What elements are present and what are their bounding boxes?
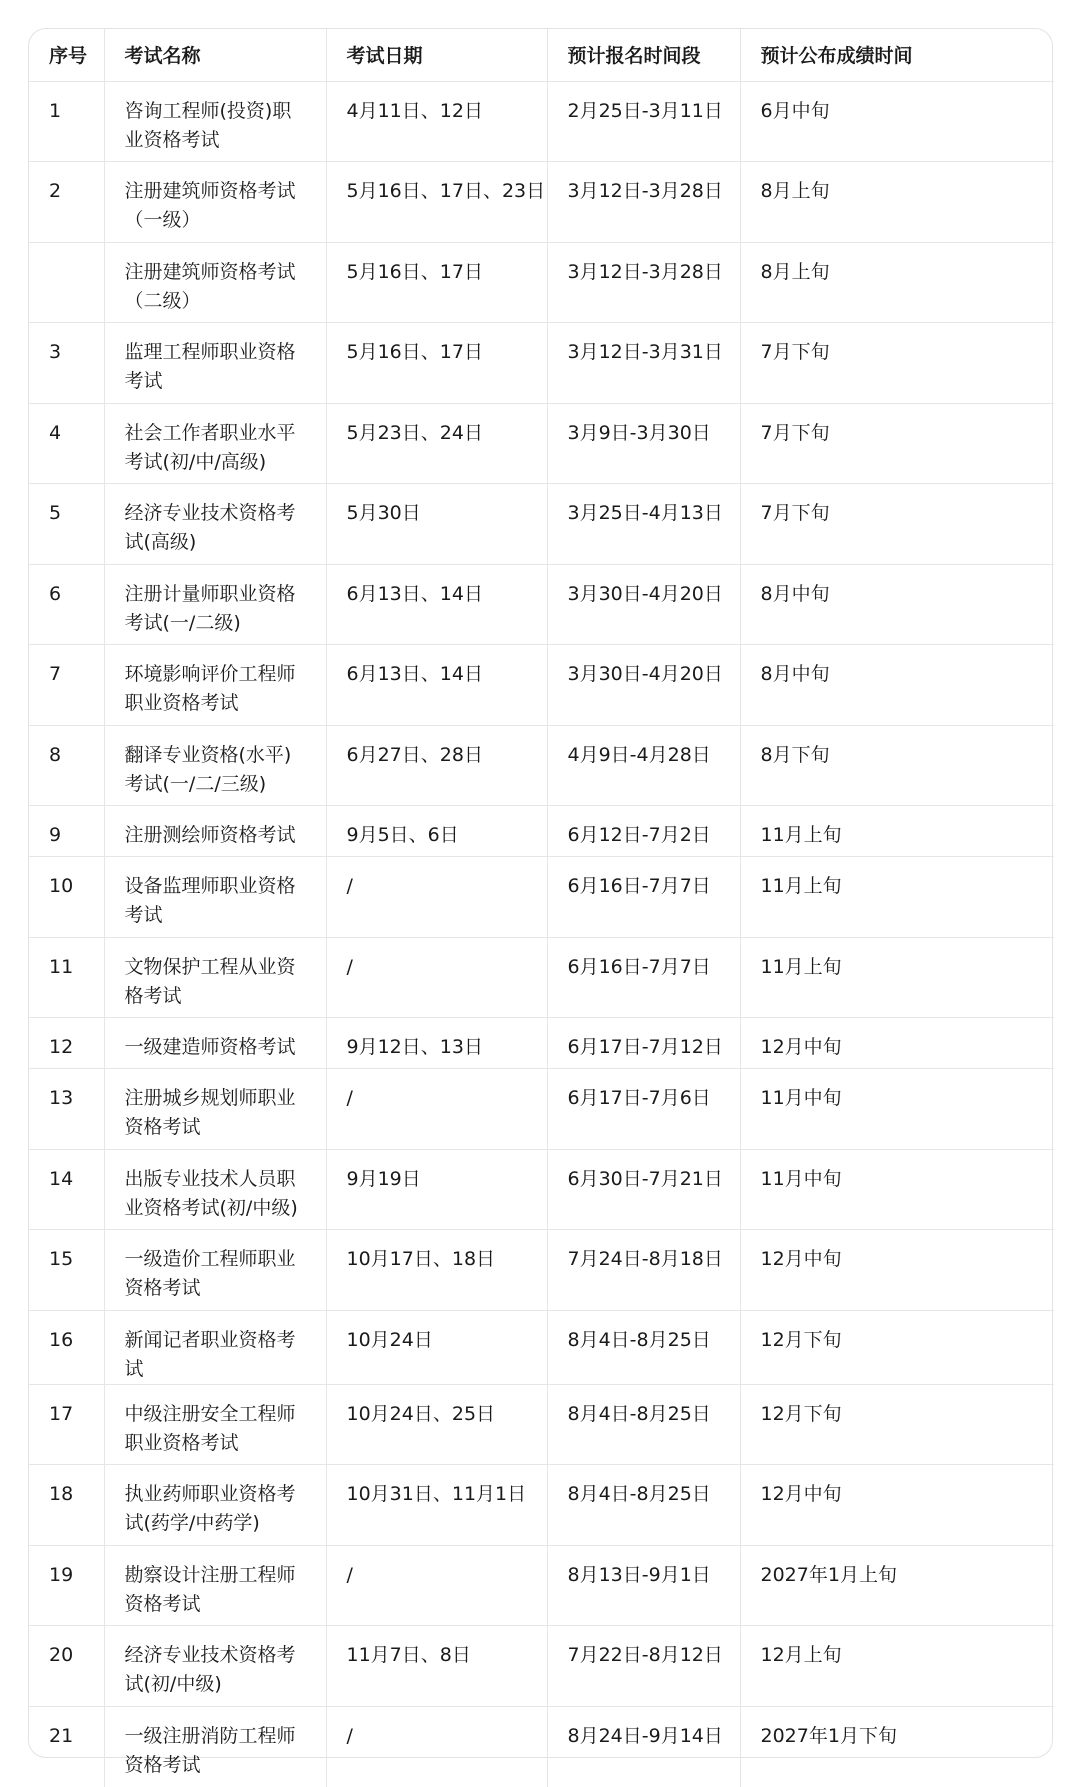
cell-result-time <box>740 645 1054 726</box>
cell-no-text: 14 <box>49 1167 74 1190</box>
table-row <box>29 403 1054 484</box>
table-row <box>29 323 1054 404</box>
cell-exam-date-text: 5月16日、17日 <box>346 260 483 283</box>
cell-registration-period <box>547 403 740 484</box>
cell-exam-date-text: 4月11日、12日 <box>346 99 483 122</box>
table-row <box>29 81 1054 162</box>
cell-exam-name <box>104 725 326 806</box>
cell-registration-period <box>547 81 740 162</box>
cell-exam-date-text: / <box>346 875 353 897</box>
cell-result-time <box>740 1149 1054 1230</box>
cell-result-time <box>740 81 1054 162</box>
cell-exam-date <box>326 403 547 484</box>
cell-registration-period-text: 8月4日-8月25日 <box>567 1328 711 1351</box>
cell-result-time <box>740 1230 1054 1311</box>
cell-no <box>29 81 104 162</box>
cell-result-time-text: 2027年1月上旬 <box>760 1563 897 1586</box>
cell-registration-period <box>547 1465 740 1546</box>
cell-exam-name <box>104 1018 326 1069</box>
cell-exam-date-text: 10月17日、18日 <box>346 1248 496 1270</box>
cell-no-text: 9 <box>49 824 62 846</box>
cell-exam-date-text: 10月24日 <box>346 1328 433 1351</box>
header-exam-date: 考试日期 <box>326 29 547 81</box>
cell-exam-name <box>104 81 326 162</box>
cell-registration-period <box>547 725 740 806</box>
cell-registration-period <box>547 937 740 1018</box>
cell-exam-name <box>104 242 326 323</box>
cell-registration-period <box>547 162 740 243</box>
cell-registration-period-text: 6月16日-7月7日 <box>567 875 711 897</box>
cell-registration-period-text: 8月4日-8月25日 <box>567 1402 711 1425</box>
cell-exam-name <box>104 1310 326 1384</box>
cell-registration-period <box>547 1018 740 1069</box>
cell-exam-date <box>326 564 547 645</box>
cell-no-text: 10 <box>49 875 74 897</box>
cell-exam-name-text: 注册建筑师资格考试（一级） <box>124 180 296 231</box>
cell-result-time <box>740 806 1054 857</box>
cell-no-text: 15 <box>49 1248 74 1270</box>
table-row <box>29 806 1054 857</box>
cell-exam-name <box>104 484 326 565</box>
cell-exam-date-text: / <box>346 1563 353 1586</box>
cell-exam-date <box>326 1626 547 1707</box>
cell-no <box>29 1018 104 1069</box>
cell-registration-period-text: 8月4日-8月25日 <box>567 1483 711 1505</box>
cell-exam-name <box>104 1626 326 1707</box>
cell-exam-date-text: / <box>346 1087 353 1109</box>
cell-registration-period-text: 3月25日-4月13日 <box>567 502 723 524</box>
cell-exam-name <box>104 1069 326 1150</box>
cell-result-time <box>740 242 1054 323</box>
cell-exam-name <box>104 1149 326 1230</box>
cell-no <box>29 1545 104 1626</box>
cell-registration-period-text: 2月25日-3月11日 <box>567 99 723 122</box>
cell-exam-date <box>326 806 547 857</box>
cell-registration-period-text: 6月16日-7月7日 <box>567 955 711 978</box>
cell-exam-date <box>326 1230 547 1311</box>
table-row <box>29 1626 1054 1707</box>
header-no: 序号 <box>29 29 104 81</box>
cell-exam-name-text: 咨询工程师(投资)职业资格考试 <box>124 99 292 151</box>
cell-exam-name <box>104 645 326 726</box>
cell-registration-period-text: 6月17日-7月6日 <box>567 1087 711 1109</box>
cell-exam-date <box>326 484 547 565</box>
cell-exam-name-text: 监理工程师职业资格考试 <box>124 341 296 392</box>
cell-exam-name <box>104 1230 326 1311</box>
cell-exam-name-text: 出版专业技术人员职业资格考试(初/中级) <box>124 1167 298 1219</box>
cell-exam-date <box>326 1069 547 1150</box>
cell-no <box>29 1384 104 1465</box>
cell-result-time <box>740 1069 1054 1150</box>
cell-result-time <box>740 1626 1054 1707</box>
cell-no-text: 20 <box>49 1644 74 1666</box>
cell-result-time <box>740 564 1054 645</box>
cell-no <box>29 806 104 857</box>
cell-result-time-text: 8月下旬 <box>760 743 830 766</box>
table-row <box>29 1706 1054 1787</box>
cell-result-time <box>740 1465 1054 1546</box>
cell-registration-period <box>547 323 740 404</box>
cell-registration-period <box>547 1545 740 1626</box>
cell-exam-name <box>104 1465 326 1546</box>
cell-exam-date <box>326 1465 547 1546</box>
cell-result-time <box>740 725 1054 806</box>
cell-exam-date <box>326 1149 547 1230</box>
cell-registration-period <box>547 484 740 565</box>
cell-exam-name <box>104 162 326 243</box>
cell-registration-period <box>547 1706 740 1787</box>
cell-exam-date-text: / <box>346 1724 353 1747</box>
cell-exam-date <box>326 645 547 726</box>
exam-schedule-table-container <box>28 28 1053 1776</box>
cell-result-time-text: 11月上旬 <box>760 824 842 846</box>
cell-exam-name-text: 一级注册消防工程师资格考试 <box>124 1724 296 1776</box>
cell-result-time-text: 8月中旬 <box>760 663 830 685</box>
cell-exam-date <box>326 1384 547 1465</box>
cell-no <box>29 1069 104 1150</box>
cell-registration-period-text: 3月12日-3月31日 <box>567 341 723 363</box>
cell-no <box>29 1310 104 1384</box>
cell-no-text: 13 <box>49 1087 74 1109</box>
cell-registration-period <box>547 1069 740 1150</box>
cell-exam-date-text: 9月19日 <box>346 1167 421 1190</box>
cell-no-text: 16 <box>49 1328 74 1351</box>
cell-exam-date-text: 6月13日、14日 <box>346 663 483 685</box>
cell-result-time <box>740 323 1054 404</box>
cell-result-time-text: 7月下旬 <box>760 421 830 444</box>
table-row <box>29 1230 1054 1311</box>
cell-registration-period <box>547 242 740 323</box>
cell-result-time-text: 7月下旬 <box>760 502 830 524</box>
cell-exam-date <box>326 1018 547 1069</box>
cell-no <box>29 403 104 484</box>
cell-exam-name-text: 新闻记者职业资格考试 <box>124 1328 296 1380</box>
cell-registration-period-text: 8月13日-9月1日 <box>567 1563 711 1586</box>
cell-registration-period-text: 6月12日-7月2日 <box>567 824 711 846</box>
cell-exam-name-text: 设备监理师职业资格考试 <box>124 875 296 926</box>
cell-registration-period-text: 3月30日-4月20日 <box>567 582 723 605</box>
table-row <box>29 937 1054 1018</box>
header-row <box>29 29 1054 81</box>
cell-exam-name <box>104 403 326 484</box>
cell-exam-date-text: 10月31日、11月1日 <box>346 1483 527 1505</box>
cell-no-text: 5 <box>49 502 62 524</box>
cell-no <box>29 1465 104 1546</box>
cell-exam-date <box>326 725 547 806</box>
cell-exam-date-text: 11月7日、8日 <box>346 1644 471 1666</box>
cell-exam-name-text: 经济专业技术资格考试(高级) <box>124 502 296 553</box>
cell-no <box>29 484 104 565</box>
cell-registration-period-text: 7月22日-8月12日 <box>567 1644 723 1666</box>
cell-result-time-text: 8月中旬 <box>760 582 830 605</box>
cell-exam-date-text: 5月23日、24日 <box>346 421 483 444</box>
table-row <box>29 1069 1054 1150</box>
cell-registration-period <box>547 564 740 645</box>
cell-no <box>29 242 104 323</box>
cell-no-text: 8 <box>49 743 62 766</box>
cell-exam-name <box>104 1545 326 1626</box>
cell-exam-name <box>104 323 326 404</box>
cell-registration-period <box>547 1230 740 1311</box>
cell-exam-date <box>326 81 547 162</box>
cell-no-text: 3 <box>49 341 62 363</box>
cell-no-text: 19 <box>49 1563 74 1586</box>
cell-result-time <box>740 1384 1054 1465</box>
cell-exam-name <box>104 806 326 857</box>
table-row <box>29 857 1054 938</box>
cell-registration-period <box>547 806 740 857</box>
cell-exam-name <box>104 937 326 1018</box>
table-row <box>29 242 1054 323</box>
cell-no <box>29 1706 104 1787</box>
header-registration-period: 预计报名时间段 <box>547 29 740 81</box>
cell-exam-name-text: 中级注册安全工程师职业资格考试 <box>124 1402 296 1454</box>
cell-exam-date <box>326 857 547 938</box>
table-row <box>29 725 1054 806</box>
cell-exam-date-text: 9月12日、13日 <box>346 1036 483 1058</box>
table-row <box>29 484 1054 565</box>
cell-exam-date <box>326 1545 547 1626</box>
cell-exam-name-text: 文物保护工程从业资格考试 <box>124 955 296 1007</box>
cell-result-time <box>740 162 1054 243</box>
cell-result-time <box>740 1310 1054 1384</box>
exam-schedule-table <box>29 29 1054 1787</box>
cell-no <box>29 1149 104 1230</box>
cell-result-time-text: 12月下旬 <box>760 1328 842 1351</box>
cell-registration-period-text: 6月30日-7月21日 <box>567 1167 723 1190</box>
cell-exam-name <box>104 1706 326 1787</box>
table-row <box>29 1545 1054 1626</box>
cell-no <box>29 645 104 726</box>
cell-result-time <box>740 937 1054 1018</box>
cell-no <box>29 857 104 938</box>
cell-no-text: 1 <box>49 99 62 122</box>
cell-no-text: 17 <box>49 1402 74 1425</box>
cell-no-text: 11 <box>49 955 74 978</box>
cell-exam-name <box>104 1384 326 1465</box>
cell-no-text: 2 <box>49 180 62 202</box>
cell-result-time-text: 11月中旬 <box>760 1167 842 1190</box>
cell-no <box>29 937 104 1018</box>
cell-result-time <box>740 1018 1054 1069</box>
cell-registration-period <box>547 1384 740 1465</box>
cell-exam-name-text: 经济专业技术资格考试(初/中级) <box>124 1644 296 1695</box>
cell-result-time-text: 7月下旬 <box>760 341 830 363</box>
cell-registration-period <box>547 1310 740 1384</box>
cell-exam-date <box>326 162 547 243</box>
cell-registration-period-text: 3月30日-4月20日 <box>567 663 723 685</box>
cell-exam-name-text: 一级建造师资格考试 <box>124 1036 296 1058</box>
cell-result-time-text: 12月中旬 <box>760 1036 842 1058</box>
cell-result-time-text: 11月中旬 <box>760 1087 842 1109</box>
table-row <box>29 1465 1054 1546</box>
cell-result-time <box>740 857 1054 938</box>
cell-result-time-text: 12月上旬 <box>760 1644 842 1666</box>
table-row <box>29 1149 1054 1230</box>
cell-exam-date <box>326 323 547 404</box>
cell-exam-date-text: 9月5日、6日 <box>346 824 459 846</box>
cell-registration-period-text: 4月9日-4月28日 <box>567 743 711 766</box>
cell-result-time <box>740 1706 1054 1787</box>
cell-exam-date <box>326 1706 547 1787</box>
cell-exam-date-text: 5月16日、17日、23日 <box>346 180 546 202</box>
table-row <box>29 162 1054 243</box>
cell-exam-date <box>326 242 547 323</box>
table-row <box>29 645 1054 726</box>
cell-exam-date-text: 6月27日、28日 <box>346 743 483 766</box>
table-body <box>29 81 1054 1787</box>
cell-result-time-text: 12月下旬 <box>760 1402 842 1425</box>
cell-registration-period-text: 7月24日-8月18日 <box>567 1248 723 1270</box>
cell-exam-name-text: 环境影响评价工程师职业资格考试 <box>124 663 296 714</box>
cell-result-time <box>740 484 1054 565</box>
cell-result-time <box>740 1545 1054 1626</box>
cell-exam-date <box>326 1310 547 1384</box>
cell-registration-period-text: 6月17日-7月12日 <box>567 1036 723 1058</box>
cell-exam-name-text: 注册城乡规划师职业资格考试 <box>124 1087 296 1138</box>
cell-registration-period <box>547 857 740 938</box>
cell-no <box>29 1626 104 1707</box>
cell-result-time-text: 11月上旬 <box>760 875 842 897</box>
header-result-time: 预计公布成绩时间 <box>740 29 1054 81</box>
cell-registration-period-text: 8月24日-9月14日 <box>567 1724 723 1747</box>
cell-exam-name-text: 执业药师职业资格考试(药学/中药学) <box>124 1483 296 1534</box>
cell-no <box>29 725 104 806</box>
cell-no-text: 12 <box>49 1036 74 1058</box>
cell-exam-date-text: 6月13日、14日 <box>346 582 483 605</box>
cell-no-text: 6 <box>49 582 62 605</box>
cell-result-time <box>740 403 1054 484</box>
cell-result-time-text: 12月中旬 <box>760 1483 842 1505</box>
cell-exam-date-text: / <box>346 955 353 978</box>
cell-no <box>29 323 104 404</box>
cell-registration-period <box>547 645 740 726</box>
cell-exam-name-text: 注册测绘师资格考试 <box>124 824 296 846</box>
cell-exam-name-text: 一级造价工程师职业资格考试 <box>124 1248 296 1299</box>
cell-registration-period-text: 3月12日-3月28日 <box>567 260 723 283</box>
table-row <box>29 1310 1054 1384</box>
cell-exam-name-text: 社会工作者职业水平考试(初/中/高级) <box>124 421 296 473</box>
cell-no-text: 7 <box>49 663 62 685</box>
cell-exam-date <box>326 937 547 1018</box>
table-header <box>29 29 1054 81</box>
cell-exam-date-text: 5月16日、17日 <box>346 341 483 363</box>
cell-registration-period-text: 3月12日-3月28日 <box>567 180 723 202</box>
cell-result-time-text: 2027年1月下旬 <box>760 1724 897 1747</box>
header-exam-name: 考试名称 <box>104 29 326 81</box>
cell-exam-name-text: 注册计量师职业资格考试(一/二级) <box>124 582 296 634</box>
cell-result-time-text: 8月上旬 <box>760 260 830 283</box>
cell-registration-period <box>547 1626 740 1707</box>
cell-no <box>29 1230 104 1311</box>
cell-result-time-text: 6月中旬 <box>760 99 830 122</box>
cell-exam-name-text: 翻译专业资格(水平)考试(一/二/三级) <box>124 743 292 795</box>
cell-exam-name-text: 勘察设计注册工程师资格考试 <box>124 1563 296 1615</box>
table-row <box>29 1018 1054 1069</box>
table-row <box>29 1384 1054 1465</box>
cell-result-time-text: 12月中旬 <box>760 1248 842 1270</box>
cell-registration-period-text: 3月9日-3月30日 <box>567 421 711 444</box>
cell-exam-name <box>104 857 326 938</box>
table-row <box>29 564 1054 645</box>
cell-exam-name-text: 注册建筑师资格考试（二级） <box>124 260 296 312</box>
cell-exam-date-text: 5月30日 <box>346 502 421 524</box>
cell-result-time-text: 11月上旬 <box>760 955 842 978</box>
cell-no-text: 21 <box>49 1724 74 1747</box>
cell-registration-period <box>547 1149 740 1230</box>
cell-no-text: 4 <box>49 421 62 444</box>
cell-result-time-text: 8月上旬 <box>760 180 830 202</box>
cell-exam-name <box>104 564 326 645</box>
cell-no <box>29 564 104 645</box>
cell-exam-date-text: 10月24日、25日 <box>346 1402 496 1425</box>
cell-no <box>29 162 104 243</box>
cell-no-text: 18 <box>49 1483 74 1505</box>
